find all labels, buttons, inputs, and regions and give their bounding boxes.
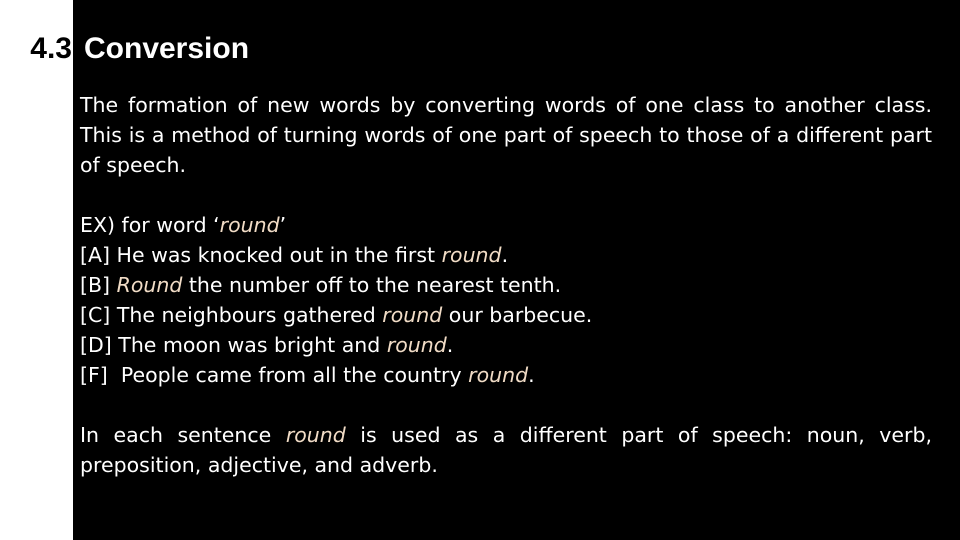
slide-title: Conversion xyxy=(84,32,250,65)
keyword-round: round xyxy=(468,363,529,387)
example-line-a: [A] He was knocked out in the first round. xyxy=(80,243,509,267)
example-line-f: [F] People came from all the country round. xyxy=(80,363,535,387)
keyword-round: round xyxy=(441,243,502,267)
example-line-d: [D] The moon was bright and round. xyxy=(80,333,454,357)
keyword-round: Round xyxy=(116,273,183,297)
slide-body xyxy=(80,90,932,480)
example-line-c: [C] The neighbours gathered round our barbecue. xyxy=(80,303,593,327)
section-number: 4.3 xyxy=(0,25,73,72)
example-intro-suffix: ’ xyxy=(279,213,287,237)
example-intro xyxy=(80,210,932,240)
left-accent-band xyxy=(0,0,73,540)
keyword-round: round xyxy=(285,423,346,447)
conclusion-paragraph: In each sentence round is used as a different part of speech: noun, verb, preposition, adjective, and adverb. xyxy=(80,423,932,477)
keyword-round: round xyxy=(382,303,443,327)
keyword-round: round xyxy=(386,333,447,357)
definition-paragraph: The formation of new words by converting words of one class to another class. This is a method of turning words of one part of speech to those of a different part of speech. xyxy=(80,93,932,177)
example-line-b: [B] Round the number off to the nearest tenth. xyxy=(80,273,562,297)
keyword-round: round xyxy=(219,213,280,237)
example-intro-prefix: EX) for word ‘ xyxy=(80,213,220,237)
